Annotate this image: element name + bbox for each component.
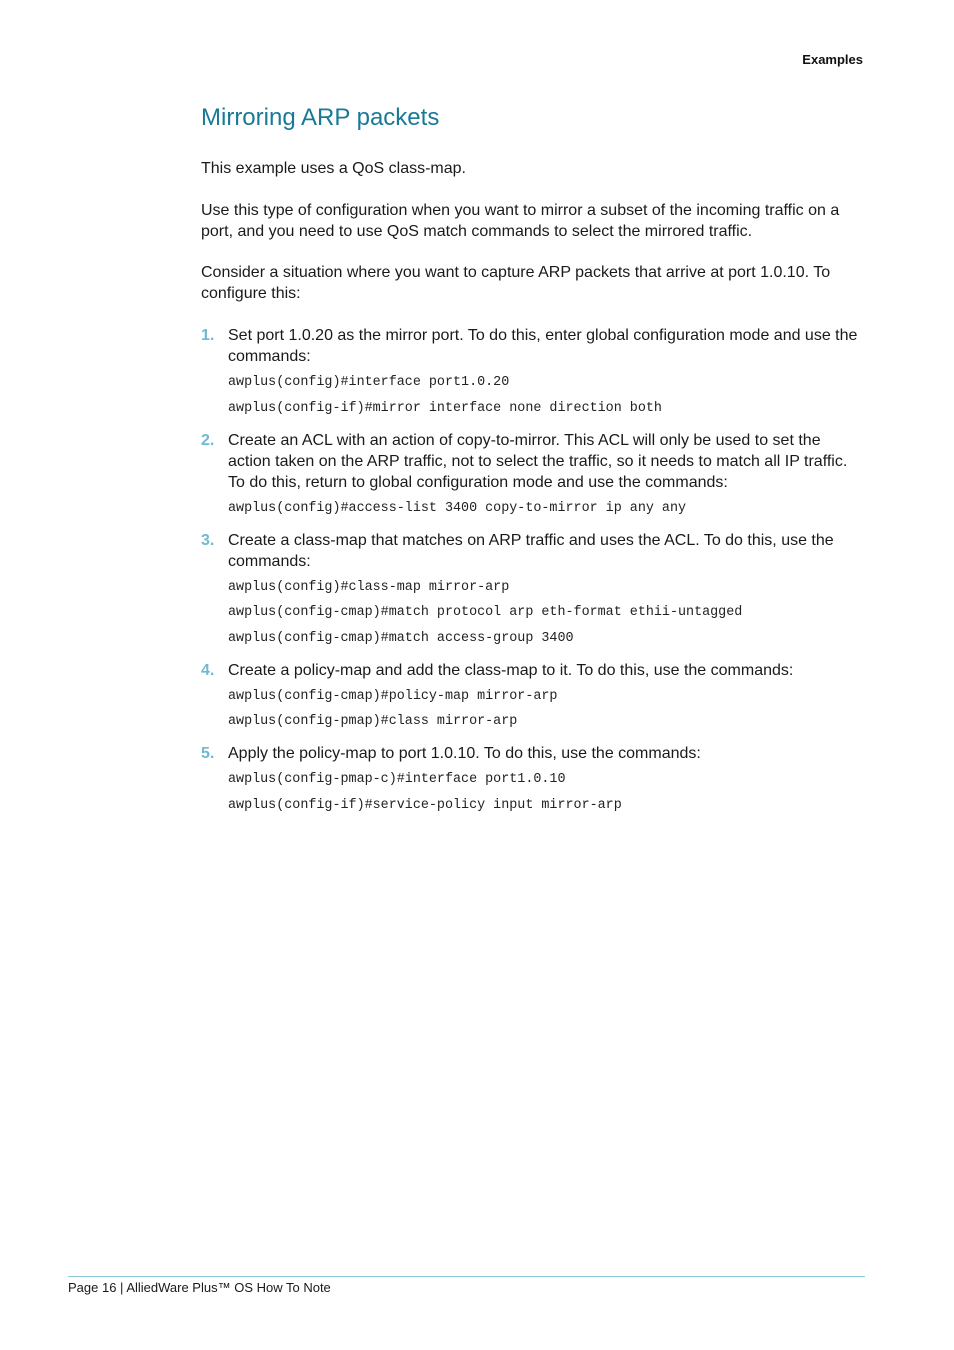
step-text: Apply the policy-map to port 1.0.10. To do this, use the commands: — [228, 745, 701, 762]
command-block — [228, 500, 866, 517]
step-item — [201, 530, 866, 647]
command-line: awplus(config-cmap)#match access-group 3400 — [228, 630, 574, 646]
command-block — [228, 374, 866, 417]
command-block — [228, 771, 866, 814]
step-item — [201, 430, 866, 517]
step-item — [201, 743, 866, 814]
command-line: awplus(config-pmap)#class mirror-arp — [228, 714, 518, 729]
command-line: awplus(config-pmap-c)#interface port1.0.10 — [228, 772, 566, 787]
step-number: 1. — [201, 327, 215, 344]
step-number: 5. — [201, 745, 215, 762]
page-title: Mirroring ARP packets — [201, 104, 440, 131]
command-line: awplus(config)#interface port1.0.20 — [228, 375, 510, 390]
command-line: awplus(config)#access-list 3400 copy-to-mirror ip any any — [228, 500, 687, 516]
page-footer: Page 16 | AlliedWare Plus™ OS How To Note — [68, 1280, 331, 1295]
command-block — [228, 688, 866, 731]
intro-paragraph: Consider a situation where you want to capture ARP packets that arrive at port 1.0.10. To configure this: — [201, 264, 831, 302]
intro-paragraph: Use this type of configuration when you want to mirror a subset of the incoming traffic on a port, and you need to use QoS match commands to select the mirrored traffic. — [201, 202, 840, 240]
step-text: Create a policy-map and add the class-map to it. To do this, use the commands: — [228, 661, 794, 679]
footer-divider — [68, 1276, 865, 1277]
step-number: 2. — [201, 431, 215, 449]
step-text: Create a class-map that matches on ARP traffic and uses the ACL. To do this, use the commands: — [228, 531, 834, 570]
step-number: 4. — [201, 661, 215, 679]
main-content — [201, 158, 866, 822]
step-item — [201, 325, 866, 417]
section-header: Examples — [802, 52, 863, 67]
command-line: awplus(config-if)#mirror interface none direction both — [228, 400, 662, 416]
command-line: awplus(config-if)#service-policy input mirror-arp — [228, 797, 622, 813]
command-line: awplus(config-cmap)#match protocol arp eth-format ethii-untagged — [228, 605, 743, 620]
command-line: awplus(config-cmap)#policy-map mirror-arp — [228, 688, 558, 704]
intro-paragraph: This example uses a QoS class-map. — [201, 160, 466, 177]
step-item — [201, 660, 866, 731]
step-text: Create an ACL with an action of copy-to-mirror. This ACL will only be used to set the action taken on the ARP traffic, not to select the traffic, so it needs to match all IP traffic. To do this, return to global configuration mode and use the commands: — [228, 431, 848, 491]
step-list — [201, 325, 866, 814]
step-text: Set port 1.0.20 as the mirror port. To do this, enter global configuration mode and use the commands: — [228, 327, 858, 365]
command-line: awplus(config)#class-map mirror-arp — [228, 579, 510, 595]
command-block — [228, 579, 866, 647]
step-number: 3. — [201, 531, 215, 549]
